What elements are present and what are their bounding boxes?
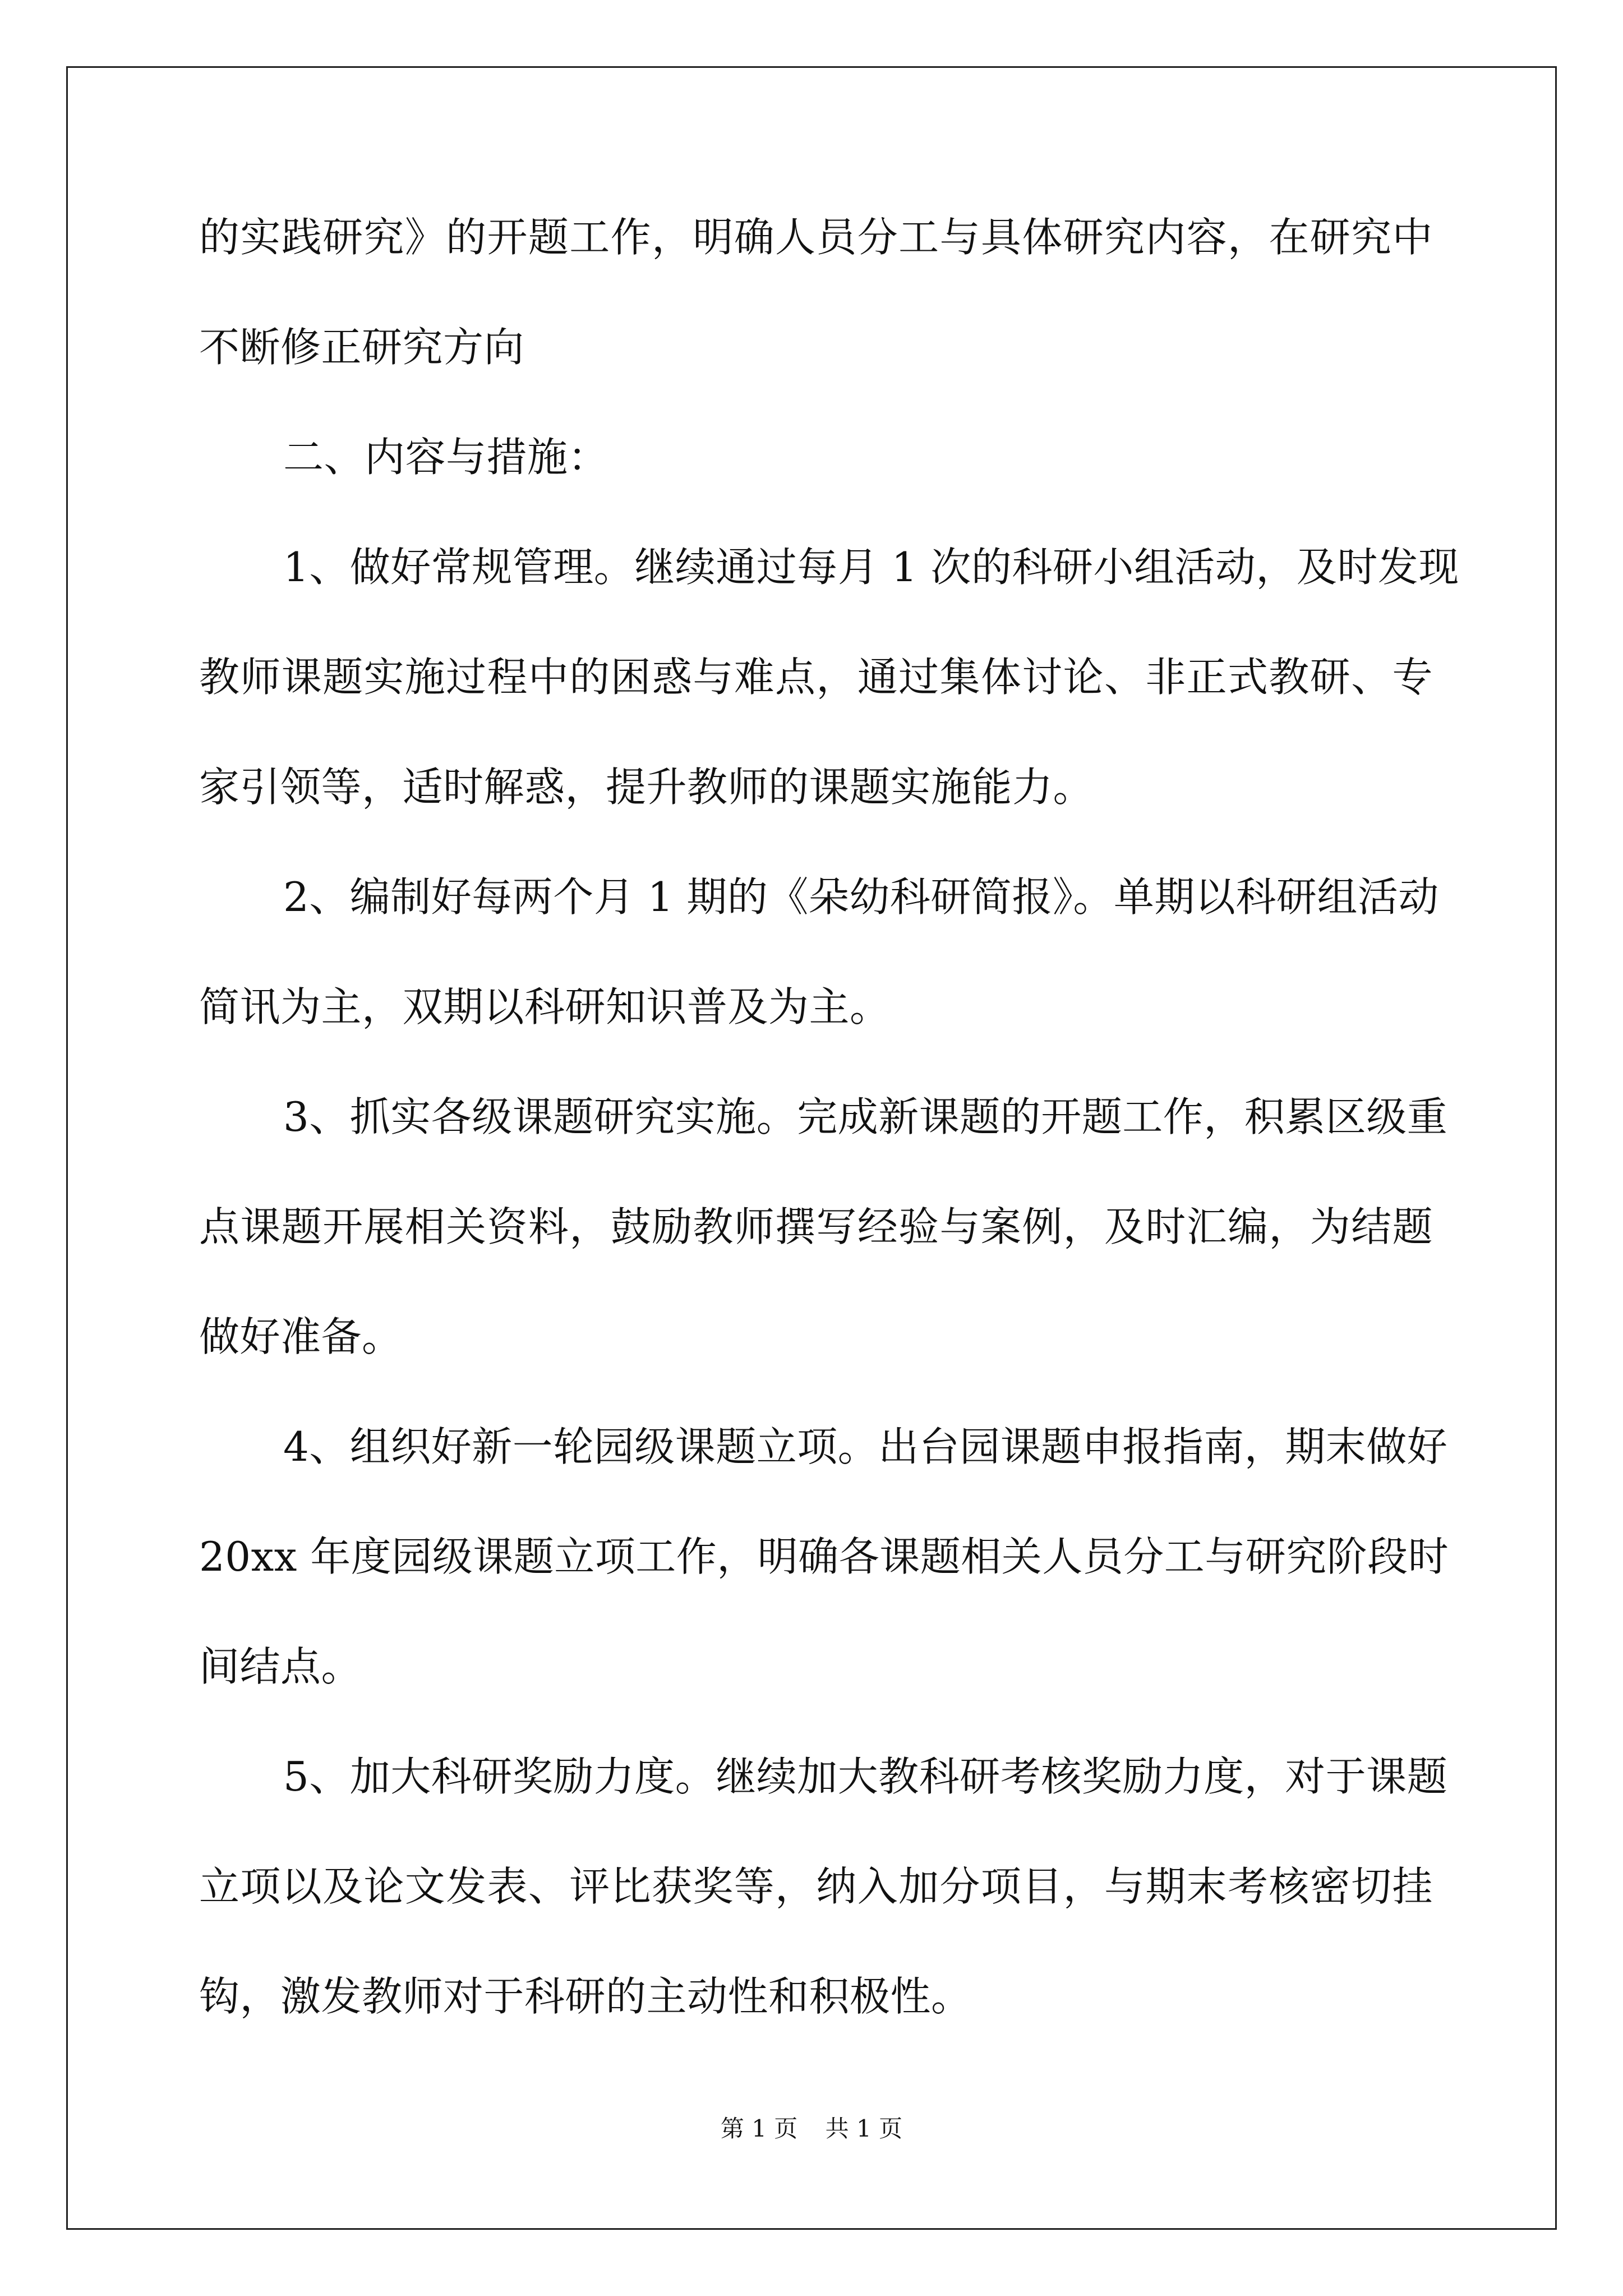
text-line: 家引领等，适时解惑，提升教师的课题实施能力。: [199, 763, 1094, 811]
page-number: 第 1 页: [720, 2115, 798, 2142]
text-line: 4、组织好新一轮园级课题立项。出台园课题申报指南，期末做好: [283, 1423, 1448, 1470]
section-heading: 二、内容与措施：: [283, 434, 609, 481]
text-line: 1、做好常规管理。继续通过每月 1 次的科研小组活动，及时发现: [283, 544, 1459, 591]
text-line: 做好准备。: [199, 1313, 403, 1360]
text-line: 2、编制好每两个月 1 期的《朵幼科研简报》。单期以科研组活动: [283, 873, 1439, 921]
text-line: 的实践研究》的开题工作，明确人员分工与具体研究内容，在研究中: [199, 214, 1433, 261]
text-line: 不断修正研究方向: [199, 324, 525, 371]
page-footer: [0, 2112, 1623, 2146]
text-line: 教师课题实施过程中的困惑与难点，通过集体讨论、非正式教研、专: [199, 654, 1433, 701]
text-line: 20xx 年度园级课题立项工作，明确各课题相关人员分工与研究阶段时: [199, 1533, 1449, 1580]
text-line: 点课题开展相关资料，鼓励教师撰写经验与案例，及时汇编，为结题: [199, 1203, 1433, 1250]
text-line: 3、抓实各级课题研究实施。完成新课题的开题工作，积累区级重: [283, 1093, 1448, 1140]
document-body: [199, 210, 1459, 2023]
text-line: 简讯为主，双期以科研知识普及为主。: [199, 983, 891, 1030]
text-line: 钩，激发教师对于科研的主动性和积极性。: [199, 1973, 972, 2020]
text-line: 5、加大科研奖励力度。继续加大教科研考核奖励力度，对于课题: [283, 1753, 1448, 1800]
text-line: 立项以及论文发表、评比获奖等，纳入加分项目，与期末考核密切挂: [199, 1863, 1433, 1910]
text-line: 间结点。: [199, 1643, 362, 1690]
page-total: 共 1 页: [825, 2115, 903, 2142]
